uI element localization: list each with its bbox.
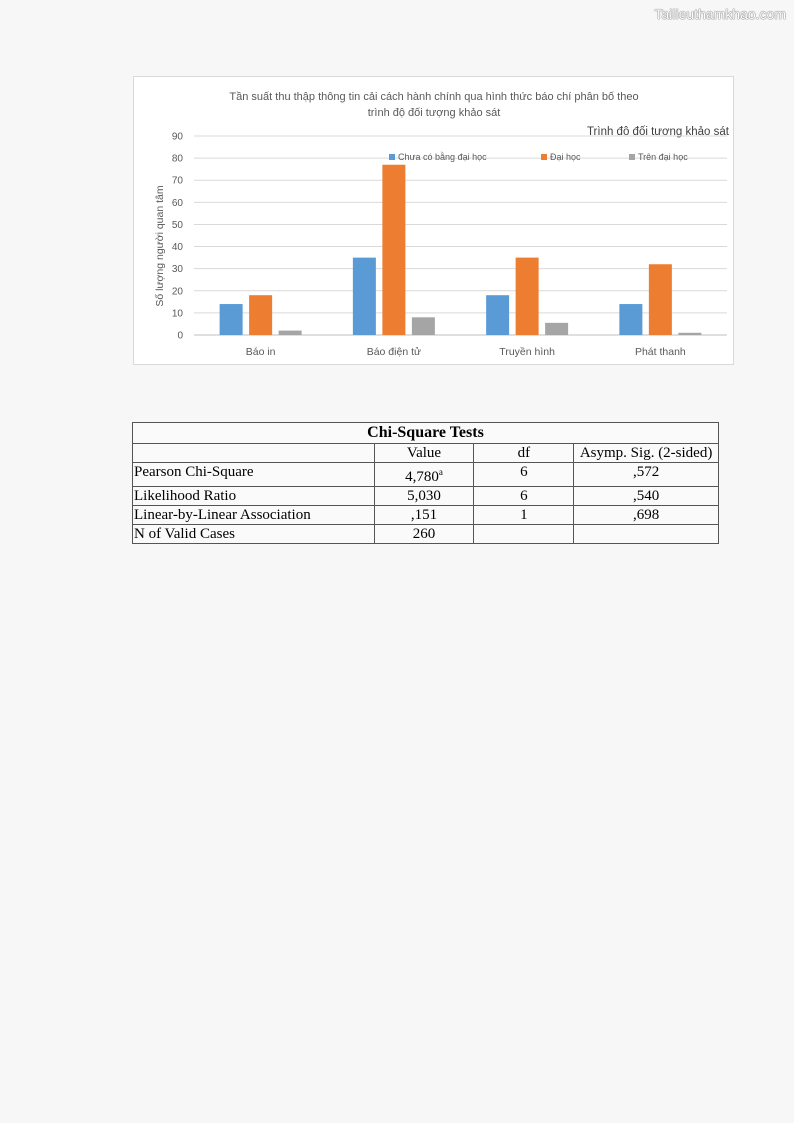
legend-swatch [541, 154, 547, 160]
y-tick-label: 70 [171, 175, 183, 187]
row-df [474, 525, 574, 544]
bar [353, 258, 376, 335]
chart-title-line2: trình độ đối tượng khảo sát [367, 107, 501, 119]
row-value: 5,030 [374, 487, 474, 506]
chart-svg [134, 77, 735, 366]
header-df: df [474, 444, 574, 463]
y-axis-label: Số lượng người quan tâm [154, 185, 166, 307]
row-sig: ,540 [574, 487, 719, 506]
x-tick-labels [246, 346, 686, 358]
watermark: Tailieuthamkhao.com [654, 6, 786, 22]
y-tick-labels [172, 132, 184, 342]
bar-chart [133, 76, 734, 365]
row-df: 1 [474, 506, 574, 525]
table-row [133, 487, 719, 506]
legend-swatch [629, 154, 635, 160]
table-row [133, 525, 719, 544]
row-value: ,151 [374, 506, 474, 525]
row-df: 6 [474, 463, 574, 487]
bars [220, 165, 702, 335]
legend-label: Trên đại học [638, 152, 688, 162]
y-tick-label: 90 [171, 131, 183, 143]
x-tick-label: Phát thanh [634, 346, 686, 358]
y-tick-label: 10 [171, 308, 183, 320]
bar [486, 295, 509, 335]
bar [412, 317, 435, 335]
bar [382, 165, 405, 335]
y-tick-label: 20 [171, 286, 183, 298]
row-sig [574, 525, 719, 544]
footnote-marker: a [438, 467, 443, 477]
y-tick-label: 80 [171, 153, 183, 165]
legend-label: Chưa có bằng đại học [398, 152, 487, 162]
y-tick-label: 60 [171, 197, 183, 209]
bar [649, 264, 672, 335]
table-row [133, 463, 719, 487]
row-value [374, 463, 474, 487]
x-tick-label: Báo in [245, 346, 276, 358]
header-sig: Asymp. Sig. (2-sided) [574, 444, 719, 463]
table-caption: Chi-Square Tests [133, 423, 719, 444]
legend-title: Trình độ đối tượng khảo sát [586, 126, 729, 138]
y-tick-label: 0 [177, 330, 183, 342]
bar [545, 323, 568, 335]
row-label: Likelihood Ratio [133, 487, 375, 506]
row-sig: ,698 [574, 506, 719, 525]
header-value: Value [374, 444, 474, 463]
header-empty [133, 444, 375, 463]
bar [249, 295, 272, 335]
legend-swatch [389, 154, 395, 160]
bar [220, 304, 243, 335]
bar [678, 333, 701, 335]
gridlines [194, 136, 727, 335]
y-tick-label: 40 [171, 242, 183, 254]
bar [619, 304, 642, 335]
row-value: 260 [374, 525, 474, 544]
value-text: 4,780 [405, 469, 439, 485]
x-tick-label: Báo điện tử [366, 346, 422, 358]
legend [389, 152, 688, 162]
bar [516, 258, 539, 335]
row-label: N of Valid Cases [133, 525, 375, 544]
legend-label: Đại học [550, 152, 581, 162]
y-tick-label: 50 [171, 219, 183, 231]
row-df: 6 [474, 487, 574, 506]
row-label: Pearson Chi-Square [133, 463, 375, 487]
table-row [133, 506, 719, 525]
chart-title-line1: Tần suất thu thập thông tin cải cách hành chính qua hình thức báo chí phân bố theo [229, 91, 639, 103]
bar [279, 331, 302, 335]
chi-square-table [132, 422, 719, 544]
row-sig: ,572 [574, 463, 719, 487]
x-tick-label: Truyền hình [499, 346, 555, 358]
table-header-row [133, 444, 719, 463]
row-label: Linear-by-Linear Association [133, 506, 375, 525]
y-tick-label: 30 [171, 264, 183, 276]
